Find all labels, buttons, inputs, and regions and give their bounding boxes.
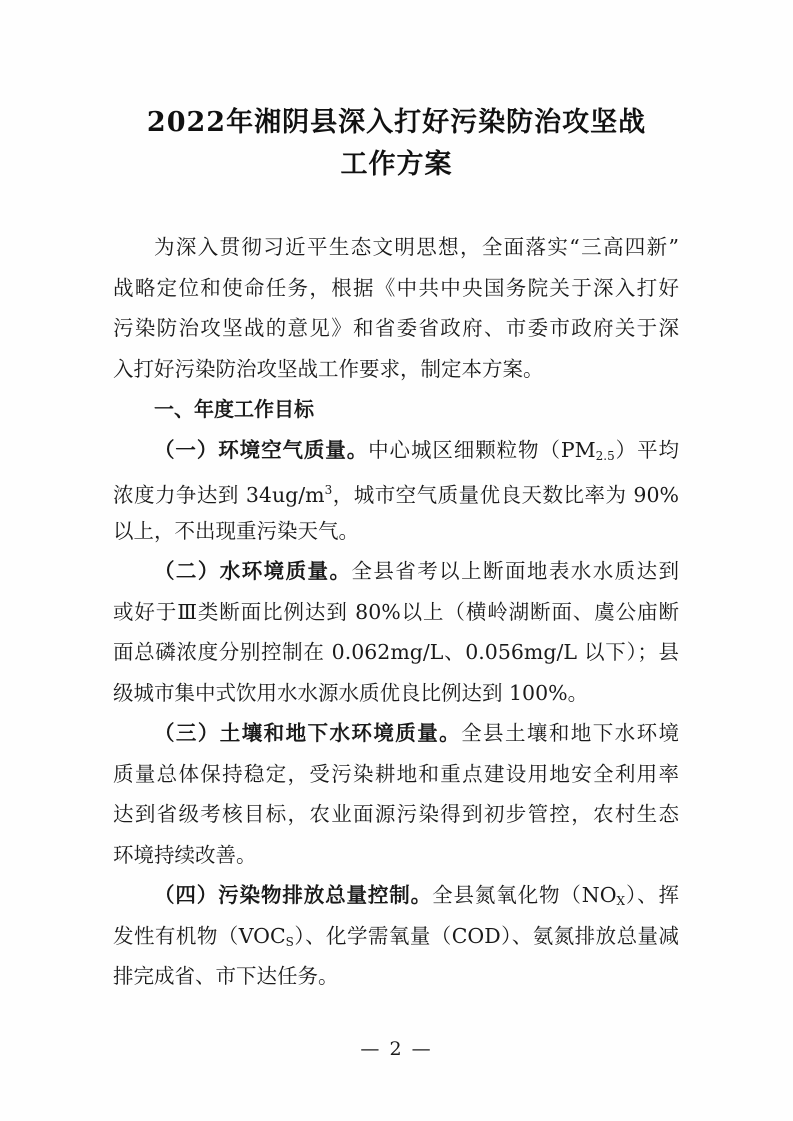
- page-number: — 2 —: [360, 1038, 433, 1060]
- water-line-2: 或好于Ⅲ类断面比例达到 80%以上（横岭湖断面、虞公庙断: [113, 599, 679, 624]
- intro-line-1: 为深入贯彻习近平生态文明思想，全面落实“三高四新”: [154, 235, 679, 259]
- water-line-4: 级城市集中式饮用水水源水质优良比例达到 100%。: [113, 680, 589, 705]
- soil-line-4: 环境持续改善。: [113, 842, 257, 867]
- air-line-2: [113, 470, 679, 511]
- air-text-1b: ）平均: [614, 437, 679, 462]
- air-line-3: 以上，不出现重污染天气。: [113, 518, 359, 543]
- air-unit-superscript: 3: [324, 483, 333, 497]
- emission-nox-subscript: X: [616, 894, 626, 908]
- emission-line-1: [113, 875, 679, 916]
- emission-text-2a: 发性有机物（VOC: [113, 923, 286, 948]
- air-text-2b: ，城市空气质量优良天数比率为 90%: [332, 483, 679, 507]
- soil-line-3: 达到省级考核目标，农业面源污染得到初步管控，农村生态: [113, 802, 679, 826]
- water-text-1: 全县省考以上断面地表水水质达到: [351, 559, 680, 583]
- intro-line-2: 战略定位和使命任务，根据《中共中央国务院关于深入打好: [113, 275, 679, 300]
- air-line-1: [113, 430, 679, 471]
- emission-label: （四）污染物排放总量控制。: [154, 883, 433, 907]
- emission-text-1b: ）、挥: [625, 883, 679, 907]
- emission-text-2b: ）、化学需氧量（COD）、氨氮排放总量减: [293, 923, 680, 948]
- emission-text-1a: 全县氮氧化物（NO: [432, 883, 617, 907]
- intro-line-3: 污染防治攻坚战的意见》和省委省政府、市委市政府关于深: [113, 316, 679, 340]
- water-line-3: 面总磷浓度分别控制在 0.062mg/L、0.056mg/L 以下）；县: [113, 640, 679, 664]
- document-title-line-2: 工作方案: [340, 149, 453, 180]
- air-pm-subscript: 2.5: [595, 448, 615, 463]
- water-label: （二）水环境质量。: [154, 559, 352, 583]
- document-body: [113, 227, 679, 997]
- water-line-1: [113, 551, 679, 592]
- section-heading-text: 一、年度工作目标: [154, 397, 314, 421]
- air-label: （一）环境空气质量。: [154, 437, 369, 462]
- air-text-1a: 中心城区细颗粒物（PM: [368, 437, 596, 462]
- soil-line-2: 质量总体保持稳定，受污染耕地和重点建设用地安全利用率: [113, 761, 679, 786]
- intro-line-4: 入打好污染防治攻坚战工作要求，制定本方案。: [113, 356, 544, 381]
- section-heading: [113, 389, 679, 430]
- emission-line-3: 排完成省、市下达任务。: [113, 964, 339, 988]
- soil-line-1: [113, 713, 679, 754]
- document-title-line-1: 2022年湘阴县深入打好污染防治攻坚战: [146, 107, 647, 138]
- emission-line-2: [113, 916, 679, 957]
- air-text-2a: 浓度力争达到 34ug/m: [113, 483, 325, 507]
- emission-voc-subscript: S: [285, 934, 294, 949]
- soil-label: （三）土壤和地下水环境质量。: [154, 721, 462, 745]
- soil-text-1: 全县土壤和地下水环境: [461, 721, 680, 745]
